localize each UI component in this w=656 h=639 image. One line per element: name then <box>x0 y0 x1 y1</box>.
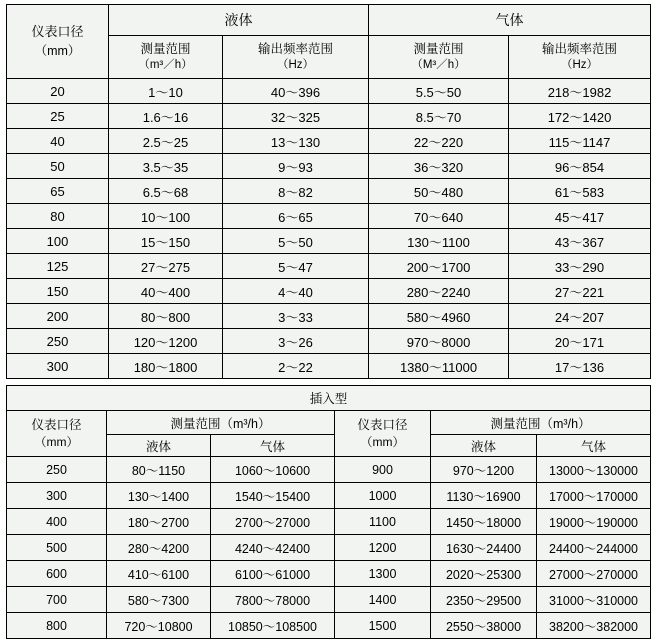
table-row <box>7 279 651 304</box>
cell-gas-left: 2700～27000 <box>211 509 335 535</box>
cell-caliber-left: 600 <box>7 561 107 587</box>
cell-liquid-freq: 3～26 <box>223 329 369 354</box>
cell-liquid-right: 970～1200 <box>431 457 537 483</box>
insert-header-range-right: 测量范围（m³/h） <box>431 411 651 435</box>
cell-liquid-freq: 8～82 <box>223 179 369 204</box>
cell-gas-range: 22～220 <box>369 129 509 154</box>
cell-caliber: 100 <box>7 229 109 254</box>
cell-gas-range: 280～2240 <box>369 279 509 304</box>
cell-gas-freq: 27～221 <box>509 279 651 304</box>
cell-caliber-right: 1200 <box>335 535 431 561</box>
cell-caliber-right: 1100 <box>335 509 431 535</box>
cell-liquid-freq: 3～33 <box>223 304 369 329</box>
cell-liquid-range: 6.5～68 <box>109 179 223 204</box>
table-row <box>7 129 651 154</box>
table-row <box>7 535 651 561</box>
cell-caliber: 20 <box>7 79 109 104</box>
cell-liquid-right: 1130～16900 <box>431 483 537 509</box>
cell-liquid-right: 2020～25300 <box>431 561 537 587</box>
cell-liquid-range: 3.5～35 <box>109 154 223 179</box>
cell-caliber-left: 700 <box>7 587 107 613</box>
cell-gas-freq: 218～1982 <box>509 79 651 104</box>
cell-caliber: 25 <box>7 104 109 129</box>
table-row <box>7 329 651 354</box>
table-row <box>7 154 651 179</box>
cell-gas-range: 8.5～70 <box>369 104 509 129</box>
header-gas-freq-label: 输出频率范围 <box>541 41 617 56</box>
cell-caliber-right: 900 <box>335 457 431 483</box>
cell-gas-freq: 24～207 <box>509 304 651 329</box>
table-header-group-row <box>7 5 651 36</box>
insert-type-range-table <box>6 385 651 639</box>
table-row <box>7 229 651 254</box>
cell-liquid-range: 1～10 <box>109 79 223 104</box>
insert-header-caliber-right <box>335 411 431 457</box>
table-row <box>7 104 651 129</box>
cell-liquid-left: 410～6100 <box>107 561 211 587</box>
cell-gas-left: 4240～42400 <box>211 535 335 561</box>
table-row <box>7 354 651 379</box>
cell-gas-right: 13000～130000 <box>537 457 651 483</box>
table-row <box>7 587 651 613</box>
cell-liquid-left: 80～1150 <box>107 457 211 483</box>
insert-header-caliber-right-unit: （mm） <box>360 434 405 449</box>
cell-caliber-left: 250 <box>7 457 107 483</box>
insert-header-caliber-right-label: 仪表口径 <box>357 417 408 432</box>
cell-liquid-range: 80～800 <box>109 304 223 329</box>
insert-header-caliber-left <box>7 411 107 457</box>
table-row <box>7 254 651 279</box>
table-row <box>7 457 651 483</box>
cell-gas-range: 580～4960 <box>369 304 509 329</box>
cell-liquid-left: 720～10800 <box>107 613 211 639</box>
cell-gas-left: 10850～108500 <box>211 613 335 639</box>
table-row <box>7 304 651 329</box>
insert-header-caliber-left-label: 仪表口径 <box>31 417 82 432</box>
cell-caliber: 50 <box>7 154 109 179</box>
flowmeter-range-table <box>6 4 651 379</box>
insert-header-gas-left: 气体 <box>211 435 335 457</box>
cell-liquid-range: 180～1800 <box>109 354 223 379</box>
cell-liquid-range: 2.5～25 <box>109 129 223 154</box>
cell-gas-range: 5.5～50 <box>369 79 509 104</box>
cell-caliber-right: 1400 <box>335 587 431 613</box>
cell-liquid-right: 2350～29500 <box>431 587 537 613</box>
header-liquid-freq-label: 输出频率范围 <box>257 41 333 56</box>
header-caliber-label: 仪表口径 <box>31 24 84 40</box>
header-group-gas: 气体 <box>369 5 651 36</box>
cell-gas-freq: 115～1147 <box>509 129 651 154</box>
cell-liquid-freq: 13～130 <box>223 129 369 154</box>
cell-liquid-right: 1450～18000 <box>431 509 537 535</box>
header-gas-freq <box>509 36 651 79</box>
cell-liquid-right: 1630～24400 <box>431 535 537 561</box>
table-row <box>7 204 651 229</box>
cell-gas-range: 130～1100 <box>369 229 509 254</box>
table-row <box>7 509 651 535</box>
cell-liquid-left: 180～2700 <box>107 509 211 535</box>
cell-liquid-freq: 4～40 <box>223 279 369 304</box>
table-row <box>7 561 651 587</box>
cell-gas-right: 17000～170000 <box>537 483 651 509</box>
cell-gas-freq: 45～417 <box>509 204 651 229</box>
cell-gas-freq: 96～854 <box>509 154 651 179</box>
header-gas-range-label: 测量范围 <box>413 41 464 56</box>
cell-liquid-freq: 40～396 <box>223 79 369 104</box>
header-caliber-unit: （mm） <box>34 43 81 58</box>
cell-gas-left: 7800～78000 <box>211 587 335 613</box>
cell-caliber: 300 <box>7 354 109 379</box>
cell-caliber: 125 <box>7 254 109 279</box>
insert-header-gas-right: 气体 <box>537 435 651 457</box>
insert-header-liquid-left: 液体 <box>107 435 211 457</box>
header-gas-range <box>369 36 509 79</box>
cell-gas-left: 1540～15400 <box>211 483 335 509</box>
header-caliber <box>7 5 109 79</box>
header-liquid-freq <box>223 36 369 79</box>
insert-header-row <box>7 411 651 435</box>
insert-title-row <box>7 386 651 411</box>
cell-gas-freq: 61～583 <box>509 179 651 204</box>
cell-caliber-left: 300 <box>7 483 107 509</box>
cell-liquid-range: 120～1200 <box>109 329 223 354</box>
cell-liquid-freq: 2～22 <box>223 354 369 379</box>
table-row <box>7 483 651 509</box>
cell-gas-range: 50～480 <box>369 179 509 204</box>
cell-caliber-left: 400 <box>7 509 107 535</box>
cell-caliber: 250 <box>7 329 109 354</box>
cell-liquid-range: 15～150 <box>109 229 223 254</box>
cell-gas-freq: 172～1420 <box>509 104 651 129</box>
insert-header-range-left: 测量范围（m³/h） <box>107 411 335 435</box>
cell-liquid-freq: 6～65 <box>223 204 369 229</box>
cell-gas-range: 200～1700 <box>369 254 509 279</box>
cell-liquid-left: 130～1400 <box>107 483 211 509</box>
header-gas-freq-unit: （Hz） <box>560 58 599 71</box>
cell-gas-right: 31000～310000 <box>537 587 651 613</box>
cell-caliber: 150 <box>7 279 109 304</box>
cell-liquid-freq: 32～325 <box>223 104 369 129</box>
cell-gas-right: 24400～244000 <box>537 535 651 561</box>
insert-header-caliber-left-unit: （mm） <box>34 434 79 449</box>
cell-liquid-right: 2550～38000 <box>431 613 537 639</box>
cell-gas-right: 27000～270000 <box>537 561 651 587</box>
cell-gas-right: 19000～190000 <box>537 509 651 535</box>
cell-caliber: 40 <box>7 129 109 154</box>
cell-liquid-freq: 9～93 <box>223 154 369 179</box>
cell-liquid-range: 1.6～16 <box>109 104 223 129</box>
cell-liquid-left: 580～7300 <box>107 587 211 613</box>
table-row <box>7 79 651 104</box>
header-liquid-range-label: 测量范围 <box>140 41 191 56</box>
cell-caliber: 80 <box>7 204 109 229</box>
cell-gas-range: 970～8000 <box>369 329 509 354</box>
cell-gas-left: 1060～10600 <box>211 457 335 483</box>
cell-caliber-left: 500 <box>7 535 107 561</box>
header-group-liquid: 液体 <box>109 5 369 36</box>
header-gas-range-unit: （M³／h） <box>411 58 466 71</box>
cell-liquid-freq: 5～50 <box>223 229 369 254</box>
cell-gas-right: 38200～382000 <box>537 613 651 639</box>
cell-caliber-right: 1500 <box>335 613 431 639</box>
cell-gas-freq: 17～136 <box>509 354 651 379</box>
header-liquid-range <box>109 36 223 79</box>
cell-liquid-range: 10～100 <box>109 204 223 229</box>
cell-caliber: 200 <box>7 304 109 329</box>
table-row <box>7 179 651 204</box>
header-liquid-freq-unit: （Hz） <box>276 58 315 71</box>
cell-caliber: 65 <box>7 179 109 204</box>
header-liquid-range-unit: （m³／h） <box>138 58 193 71</box>
insert-type-title: 插入型 <box>7 386 651 411</box>
cell-gas-freq: 33～290 <box>509 254 651 279</box>
cell-liquid-left: 280～4200 <box>107 535 211 561</box>
cell-gas-range: 70～640 <box>369 204 509 229</box>
cell-gas-range: 1380～11000 <box>369 354 509 379</box>
cell-gas-freq: 20～171 <box>509 329 651 354</box>
cell-liquid-range: 27～275 <box>109 254 223 279</box>
cell-gas-left: 6100～61000 <box>211 561 335 587</box>
cell-liquid-freq: 5～47 <box>223 254 369 279</box>
cell-caliber-right: 1300 <box>335 561 431 587</box>
insert-header-liquid-right: 液体 <box>431 435 537 457</box>
cell-caliber-right: 1000 <box>335 483 431 509</box>
cell-gas-freq: 43～367 <box>509 229 651 254</box>
cell-caliber-left: 800 <box>7 613 107 639</box>
cell-gas-range: 36～320 <box>369 154 509 179</box>
cell-liquid-range: 40～400 <box>109 279 223 304</box>
